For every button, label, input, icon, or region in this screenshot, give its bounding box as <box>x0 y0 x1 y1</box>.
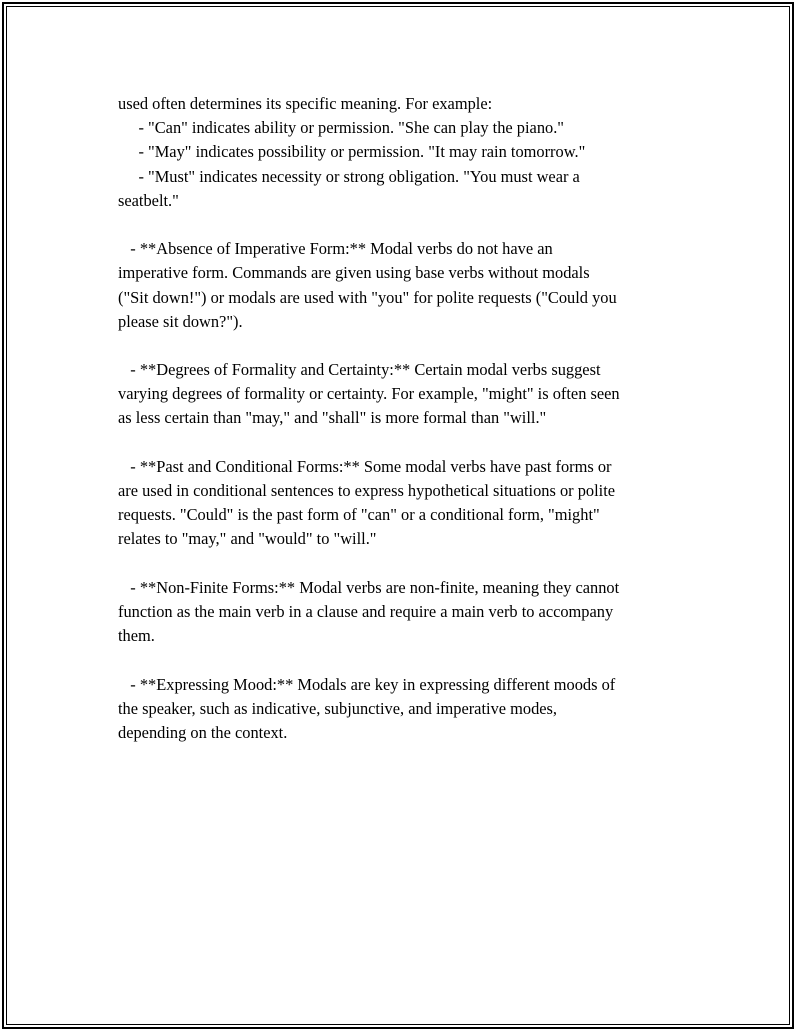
text-line: relates to "may," and "would" to "will." <box>118 529 377 549</box>
text-line: them. <box>118 626 155 646</box>
text-line: imperative form. Commands are given using base verbs without modals <box>118 263 590 283</box>
paragraph-spacer <box>118 213 698 237</box>
text-line: - **Degrees of Formality and Certainty:** Certain modal verbs suggest <box>118 360 601 380</box>
text-line: - "Must" indicates necessity or strong obligation. "You must wear a <box>118 166 580 186</box>
text-line: seatbelt." <box>118 190 179 210</box>
document-body-text <box>118 92 698 745</box>
text-line: used often determines its specific meaning. For example: <box>118 94 493 113</box>
text-line: - **Absence of Imperative Form:** Modal verbs do not have an <box>118 239 553 259</box>
paragraph-spacer <box>118 334 698 358</box>
text-line: varying degrees of formality or certainty. For example, "might" is often seen <box>118 384 620 404</box>
paragraph-spacer <box>118 431 698 455</box>
text-line: - "May" indicates possibility or permission. "It may rain tomorrow." <box>118 142 586 162</box>
text-line: are used in conditional sentences to express hypothetical situations or polite <box>118 481 616 500</box>
paragraph-spacer <box>118 552 698 576</box>
text-line: ("Sit down!") or modals are used with "you" for polite requests ("Could you <box>118 287 617 307</box>
text-line: the speaker, such as indicative, subjunctive, and imperative modes, <box>118 698 558 718</box>
text-line: - **Past and Conditional Forms:** Some modal verbs have past forms or <box>118 456 612 476</box>
text-line: depending on the context. <box>118 722 288 742</box>
text-line: as less certain than "may," and "shall" is more formal than "will." <box>118 408 547 428</box>
text-line: - "Can" indicates ability or permission. "She can play the piano." <box>118 118 564 138</box>
text-line: - **Expressing Mood:** Modals are key in expressing different moods of <box>118 674 616 694</box>
paragraph-spacer <box>118 648 698 672</box>
text-line: - **Non-Finite Forms:** Modal verbs are non-finite, meaning they cannot <box>118 577 620 597</box>
text-line: function as the main verb in a clause and require a main verb to accompany <box>118 601 614 621</box>
text-line: requests. "Could" is the past form of "can" or a conditional form, "might" <box>118 505 600 525</box>
text-line: please sit down?"). <box>118 311 243 331</box>
